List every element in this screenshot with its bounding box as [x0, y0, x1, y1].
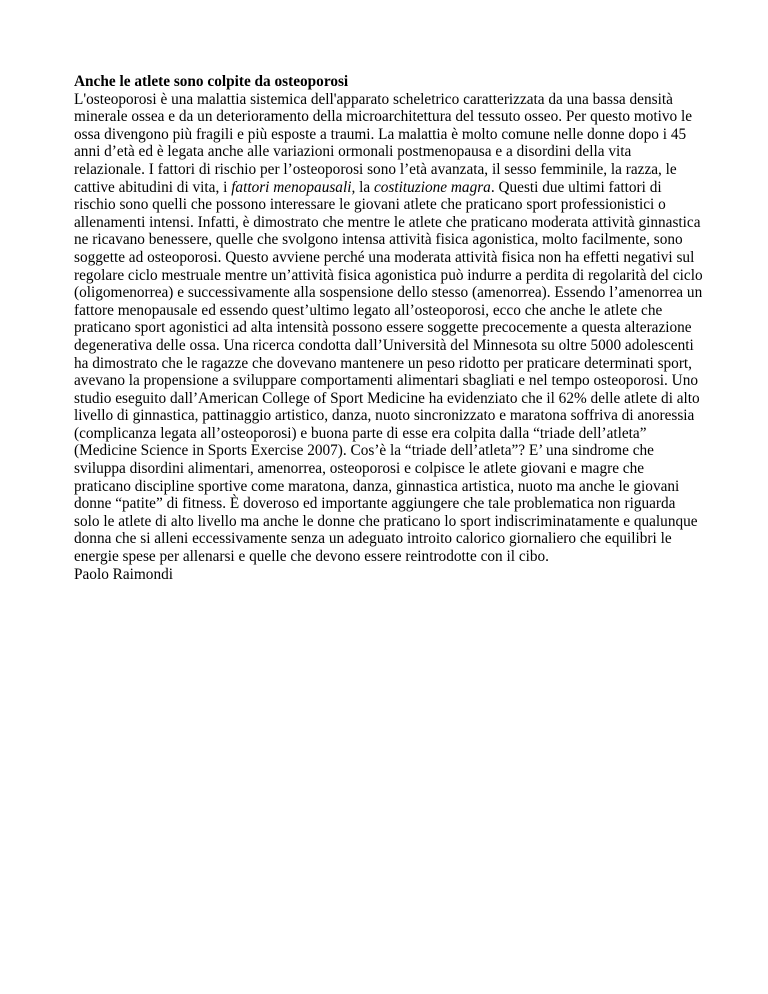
article-title: Anche le atlete sono colpite da osteoporosi — [74, 73, 349, 90]
article-body — [74, 91, 704, 566]
italic-term-menopausal-factors: fattori menopausali, — [231, 178, 356, 196]
document-page — [74, 73, 704, 583]
body-connector: la — [355, 178, 374, 196]
body-text-part1: L'osteoporosi è una malattia sistemica dell'apparato scheletrico caratterizzata da una bassa densità minerale ossea e da un deterioramento della microarchitettura del tessuto osseo. Per questo motivo le ossa divengono più fragili e più esposte a traumi. La malattia è molto comune nelle donne dopo i 45 anni d’età ed è legata anche alle variazioni ormonali postmenopausa e a disordini della vita relazionale. I fattori di rischio per l’osteoporosi sono l’età avanzata, il sesso femminile, la razza, le cattive abitudini di vita, i — [74, 90, 693, 196]
italic-term-thin-constitution: costituzione magra — [373, 178, 491, 196]
author-name: Paolo Raimondi — [74, 565, 174, 583]
body-text-part2: . Questi due ultimi fattori di rischio sono quelli che possono interessare le giovani atlete che praticano sport professionistici o allenamenti intensi. Infatti, è dimostrato che mentre le atlete che praticano moderata attività ginnastica ne ricavano benessere, quelle che svolgono intensa attività fisica agonistica, molto facilmente, sono soggette ad osteoporosi. Questo avviene perché una moderata attività fisica non ha effetti negativi sul regolare ciclo mestruale mentre un’attività fisica agonistica può indurre a perdita di regolarità del ciclo (oligomenorrea) e successivamente alla sospensione dello stesso (amenorrea). Essendo l’amenorrea un fattore menopausale ed essendo quest’ultimo legato all’osteoporosi, ecco che anche le atlete che praticano sport agonistici ad alta intensità possono essere soggette precocemente a questa alterazione degenerativa delle ossa. Una ricerca condotta dall’Università del Minnesota su oltre 5000 adolescenti ha dimostrato che le ragazze che dovevano mantenere un peso ridotto per praticare determinati sport, avevano la propensione a sviluppare comportamenti alimentari sbagliati e nel tempo osteoporosi. Uno studio eseguito dall’American College of Sport Medicine ha evidenziato che il 62% delle atlete di alto livello di ginnastica, pattinaggio artistico, danza, nuoto sincronizzato e maratona soffriva di anoressia (complicanza legata all’osteoporosi) e buona parte di esse era colpita dalla “triade dell’atleta” (Medicine Science in Sports Exercise 2007). Cos’è la “triade dell’atleta”? E’ una sindrome che sviluppa disordini alimentari, amenorrea, osteoporosi e colpisce le atlete giovani e magre che praticano discipline sportive come maratona, danza, ginnastica artistica, nuoto ma anche le giovani donne “patite” di fitness. È doveroso ed importante aggiungere che tale problematica non riguarda solo le atlete di alto livello ma anche le donne che praticano lo sport indiscriminatamente e qualunque donna che si alleni eccessivamente senza un adeguato introito calorico giornaliero che equilibri le energie spese per allenarsi e quelle che devono essere reintrodotte con il cibo. — [74, 178, 703, 566]
